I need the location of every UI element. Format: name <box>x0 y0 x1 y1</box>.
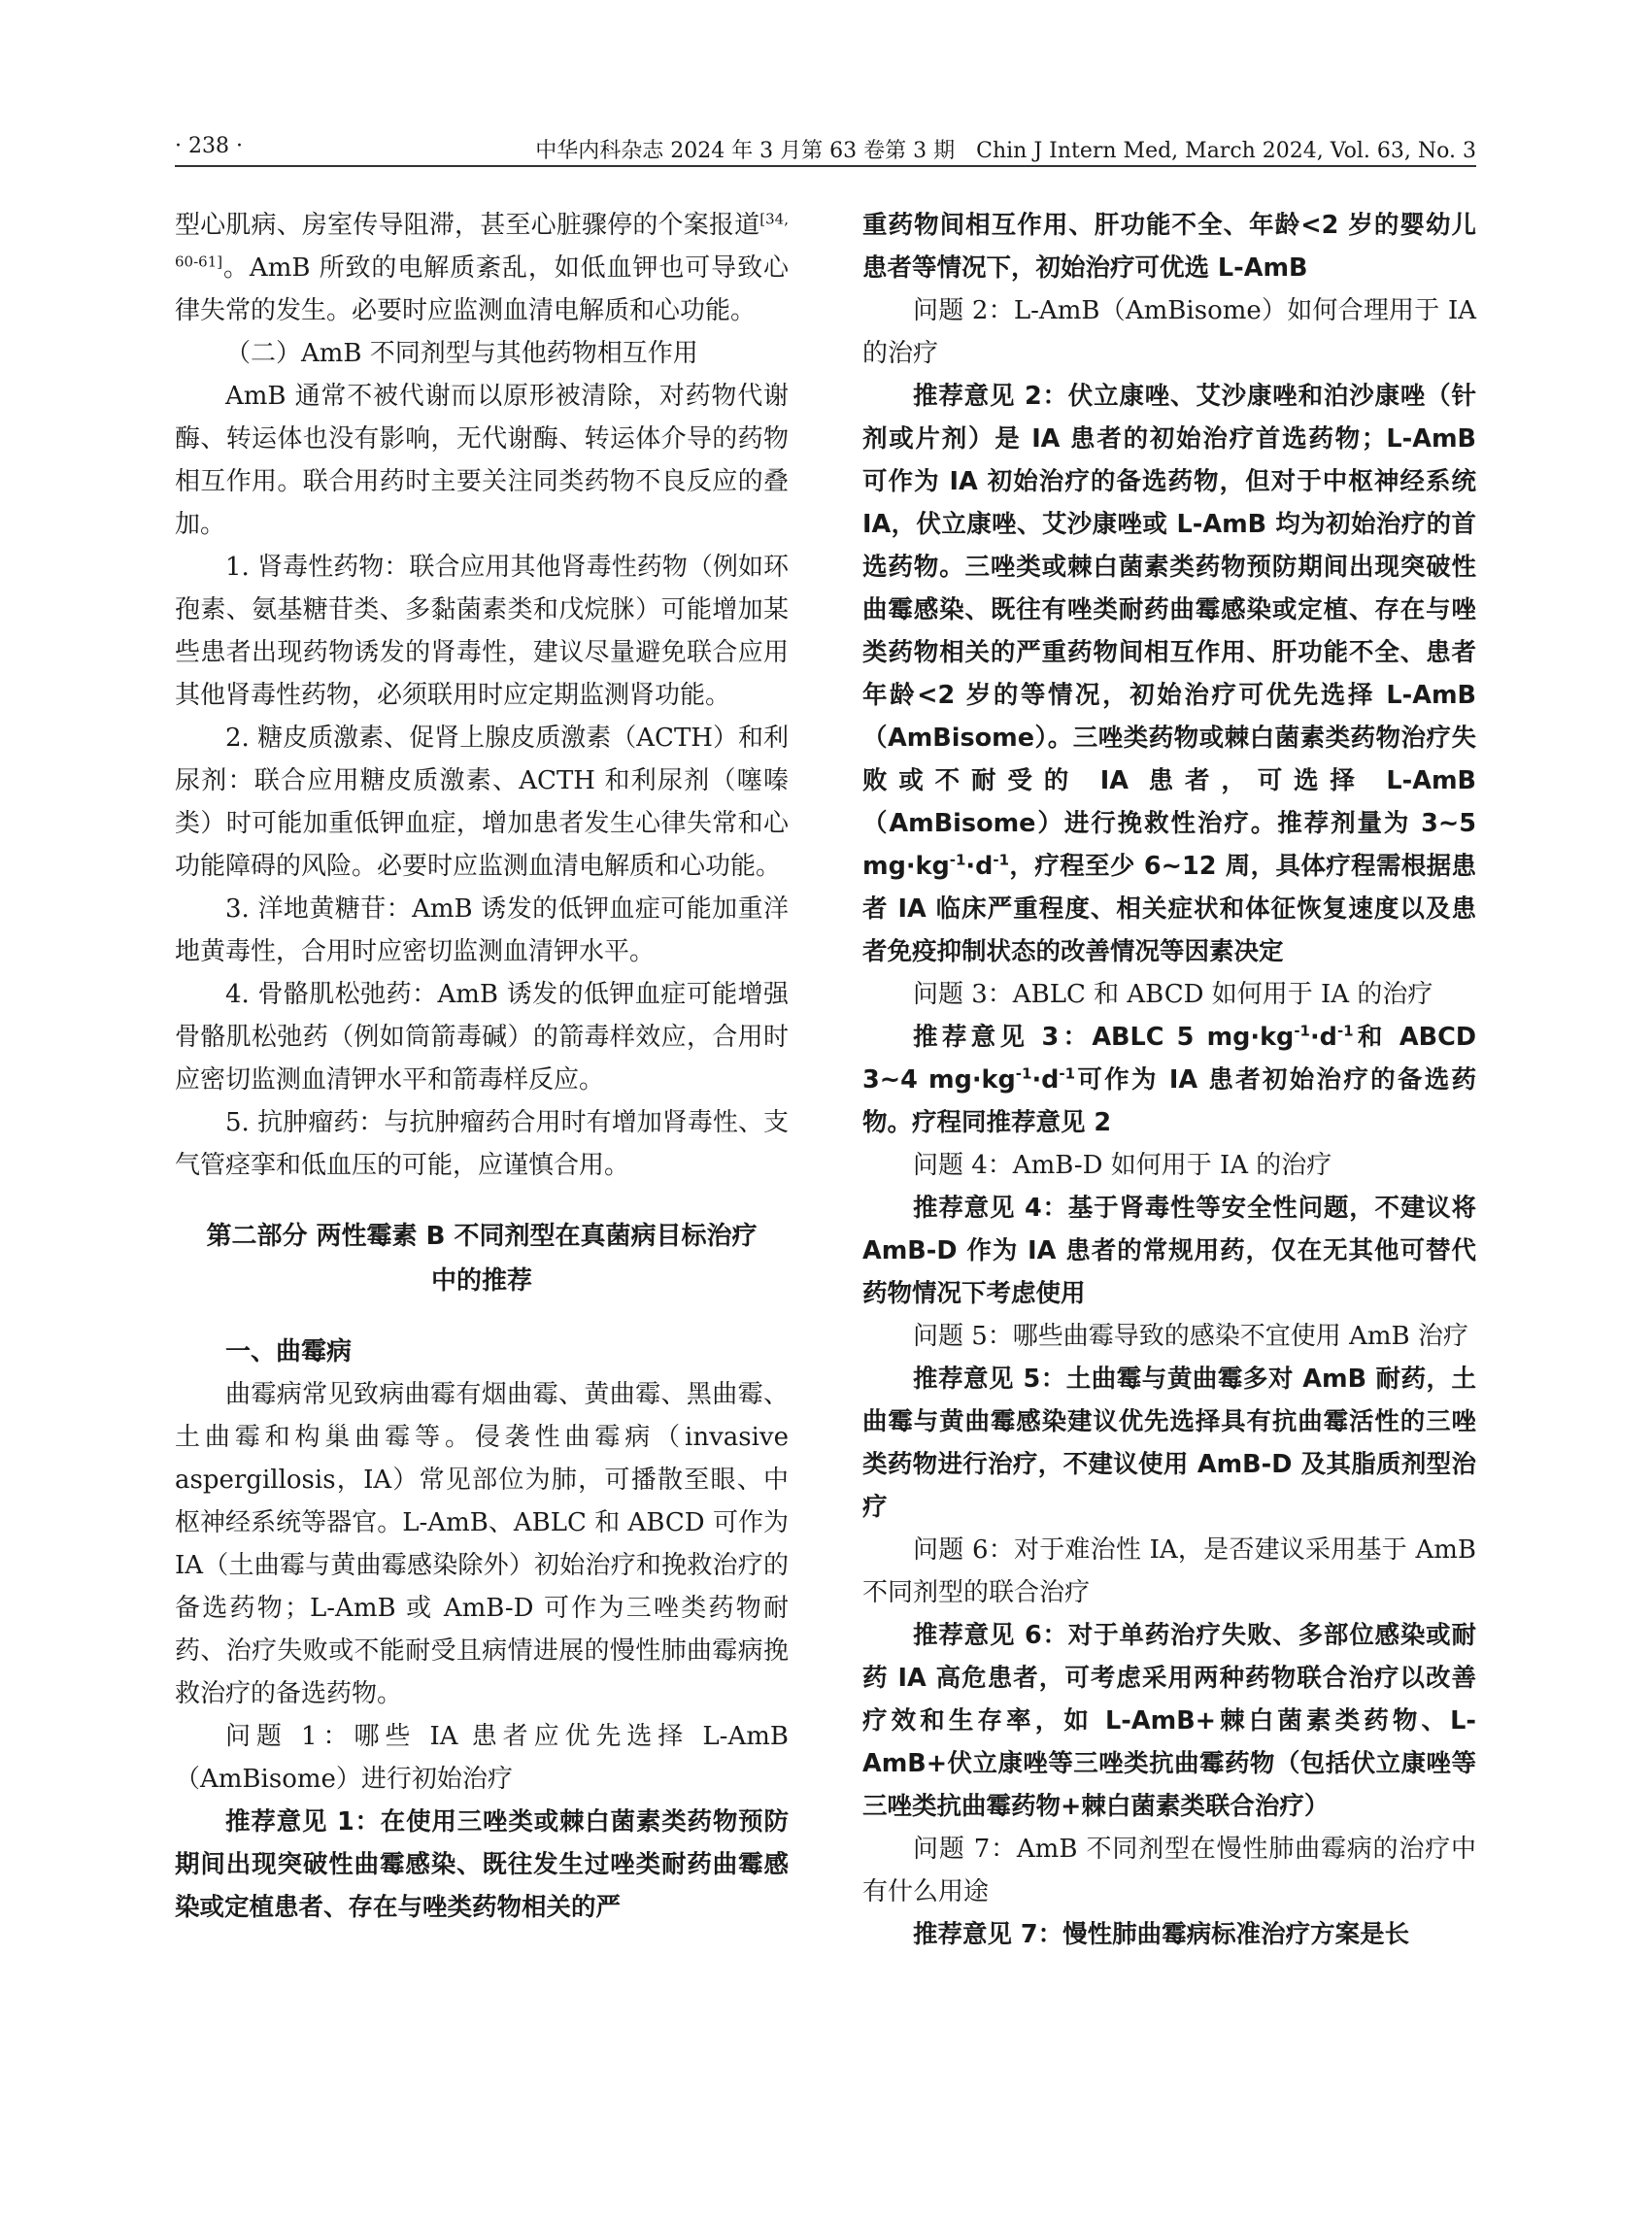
question-4: 问题 4：AmB-D 如何用于 IA 的治疗 <box>913 1151 1332 1180</box>
question-3: 问题 3：ABLC 和 ABCD 如何用于 IA 的治疗 <box>913 980 1433 1009</box>
paragraph-digitalis: 3. 洋地黄糖苷：AmB 诱发的低钾血症可能加重洋地黄毒性，合用时应密切监测血清钾水平。 <box>175 894 789 966</box>
header-rule <box>175 165 1476 167</box>
question-2: 问题 2：L-AmB（AmBisome）如何合理用于 IA 的治疗 <box>862 296 1476 368</box>
recommendation-6: 推荐意见 6：对于单药治疗失败、多部位感染或耐药 IA 高危患者，可考虑采用两种药物联合治疗以改善疗效和生存率，如 L-AmB+棘白菌素类药物、L-AmB+伏立康唑等三唑类抗曲霉药物（包括伏立康唑等三唑类抗曲霉药物+棘白菌素类联合治疗） <box>862 1621 1476 1821</box>
recommendation-7: 推荐意见 7：慢性肺曲霉病标准治疗方案是长 <box>913 1920 1410 1949</box>
paragraph-arrhythmia: 型心肌病、房室传导阻滞，甚至心脏骤停的个案报道[34, 60-61]。AmB 所致的电解质紊乱，如低血钾也可导致心律失常的发生。必要时应监测血清电解质和心功能。 <box>175 210 789 325</box>
question-7: 问题 7：AmB 不同剂型在慢性肺曲霉病的治疗中有什么用途 <box>862 1835 1476 1906</box>
recommendation-5: 推荐意见 5：土曲霉与黄曲霉多对 AmB 耐药，土曲霉与黄曲霉感染建议优先选择具有抗曲霉活性的三唑类药物进行治疗，不建议使用 AmB-D 及其脂质剂型治疗 <box>862 1365 1476 1522</box>
left-column <box>175 204 789 1929</box>
question-5: 问题 5：哪些曲霉导致的感染不宜使用 AmB 治疗 <box>913 1322 1468 1351</box>
section-title: 第二部分 两性霉素 B 不同剂型在真菌病目标治疗 中的推荐 <box>206 1222 758 1296</box>
subheading-interactions: （二）AmB 不同剂型与其他药物相互作用 <box>225 339 698 368</box>
paragraph-nephrotoxic: 1. 肾毒性药物：联合应用其他肾毒性药物（例如环孢素、氨基糖苷类、多黏菌素类和戊烷脒）可能增加某些患者出现药物诱发的肾毒性，建议尽量避免联合应用其他肾毒性药物，必须联用时应定期监测肾功能。 <box>175 553 789 710</box>
recommendation-1-continued: 重药物间相互作用、肝功能不全、年龄<2 岁的婴幼儿患者等情况下，初始治疗可优选 L-AmB <box>862 211 1476 283</box>
paragraph-aspergillosis-intro: 曲霉病常见致病曲霉有烟曲霉、黄曲霉、黑曲霉、土曲霉和构巢曲霉等。侵袭性曲霉病（invasive aspergillosis，IA）常见部位为肺，可播散至眼、中枢神经系统等器官。L-AmB、ABLC 和 ABCD 可作为 IA（土曲霉与黄曲霉感染除外）初始治疗和挽救治疗的备选药物；L-AmB 或 AmB-D 可作为三唑类药物耐药、治疗失败或不能耐受且病情进展的慢性肺曲霉病挽救治疗的备选药物。 <box>175 1380 789 1708</box>
paragraph-muscle-relaxants: 4. 骨骼肌松弛药：AmB 诱发的低钾血症可能增强骨骼肌松弛药（例如筒箭毒碱）的箭毒样效应，合用时应密切监测血清钾水平和箭毒样反应。 <box>175 980 789 1095</box>
paragraph-corticosteroids: 2. 糖皮质激素、促肾上腺皮质激素（ACTH）和利尿剂：联合应用糖皮质激素、ACTH 和利尿剂（噻嗪类）时可能加重低钾血症，增加患者发生心律失常和心功能障碍的风险。必要时应监测血清电解质和心功能。 <box>175 724 789 881</box>
page-number: · 238 · <box>175 134 243 158</box>
recommendation-4: 推荐意见 4：基于肾毒性等安全性问题，不建议将 AmB-D 作为 IA 患者的常规用药，仅在无其他可替代药物情况下考虑使用 <box>862 1194 1476 1308</box>
paragraph-antineoplastics: 5. 抗肿瘤药：与抗肿瘤药合用时有增加肾毒性、支气管痉挛和低血压的可能，应谨慎合用。 <box>175 1108 789 1180</box>
question-6: 问题 6：对于难治性 IA，是否建议采用基于 AmB 不同剂型的联合治疗 <box>862 1535 1476 1607</box>
recommendation-3: 推荐意见 3：ABLC 5 $mg\cdot kg^{-1}\cdot d^{-1}$和 ABCD 3~4 $mg\cdot kg^{-1}\cdot d^{-1}$可作为 IA 患者初始治疗的备选药物。疗程同推荐意见 2 <box>862 1022 1477 1137</box>
running-header <box>175 128 1476 163</box>
recommendation-2: 推荐意见 2：伏立康唑、艾沙康唑和泊沙康唑（针剂或片剂）是 IA 患者的初始治疗首选药物；L-AmB 可作为 IA 初始治疗的备选药物，但对于中枢神经系统 IA，伏立康唑、艾沙康唑或 L-AmB 均为初始治疗的首选药物。三唑类或棘白菌素类药物预防期间出现突破性曲霉感染、既往有唑类耐药曲霉感染或定植、存在与唑类药物相关的严重药物间相互作用、肝功能不全、患者年龄<2 岁的等情况，初始治疗可优先选择 L-AmB（AmBisome）。三唑类药物或棘白菌素类药物治疗失败或不耐受的 IA 患者，可选择 L-AmB（AmBisome）进行挽救性治疗。推荐剂量为 3~5 $mg\cdot kg^{-1}\cdot d^{-1}$，疗程至少 6~12 周，具体疗程需根据患者 IA 临床严重程度、相关症状和体征恢复速度以及患者免疫抑制状态的改善情况等因素决定 <box>862 382 1476 966</box>
right-column <box>862 204 1476 1956</box>
subheading-aspergillosis: 一、曲霉病 <box>225 1337 353 1366</box>
question-1: 问题 1：哪些 IA 患者应优先选择 L-AmB（AmBisome）进行初始治疗 <box>175 1722 789 1794</box>
journal-citation: 中华内科杂志 2024 年 3 月第 63 卷第 3 期 Chin J Intern Med, March 2024, Vol. 63, No. 3 <box>535 139 1476 163</box>
paragraph-metabolism: AmB 通常不被代谢而以原形被清除，对药物代谢酶、转运体也没有影响，无代谢酶、转运体介导的药物相互作用。联合用药时主要关注同类药物不良反应的叠加。 <box>175 382 789 539</box>
recommendation-1: 推荐意见 1：在使用三唑类或棘白菌素类药物预防期间出现突破性曲霉感染、既往发生过唑类耐药曲霉感染或定植患者、存在与唑类药物相关的严 <box>175 1807 789 1922</box>
citation-ref: [34, 60-61] <box>175 210 789 271</box>
